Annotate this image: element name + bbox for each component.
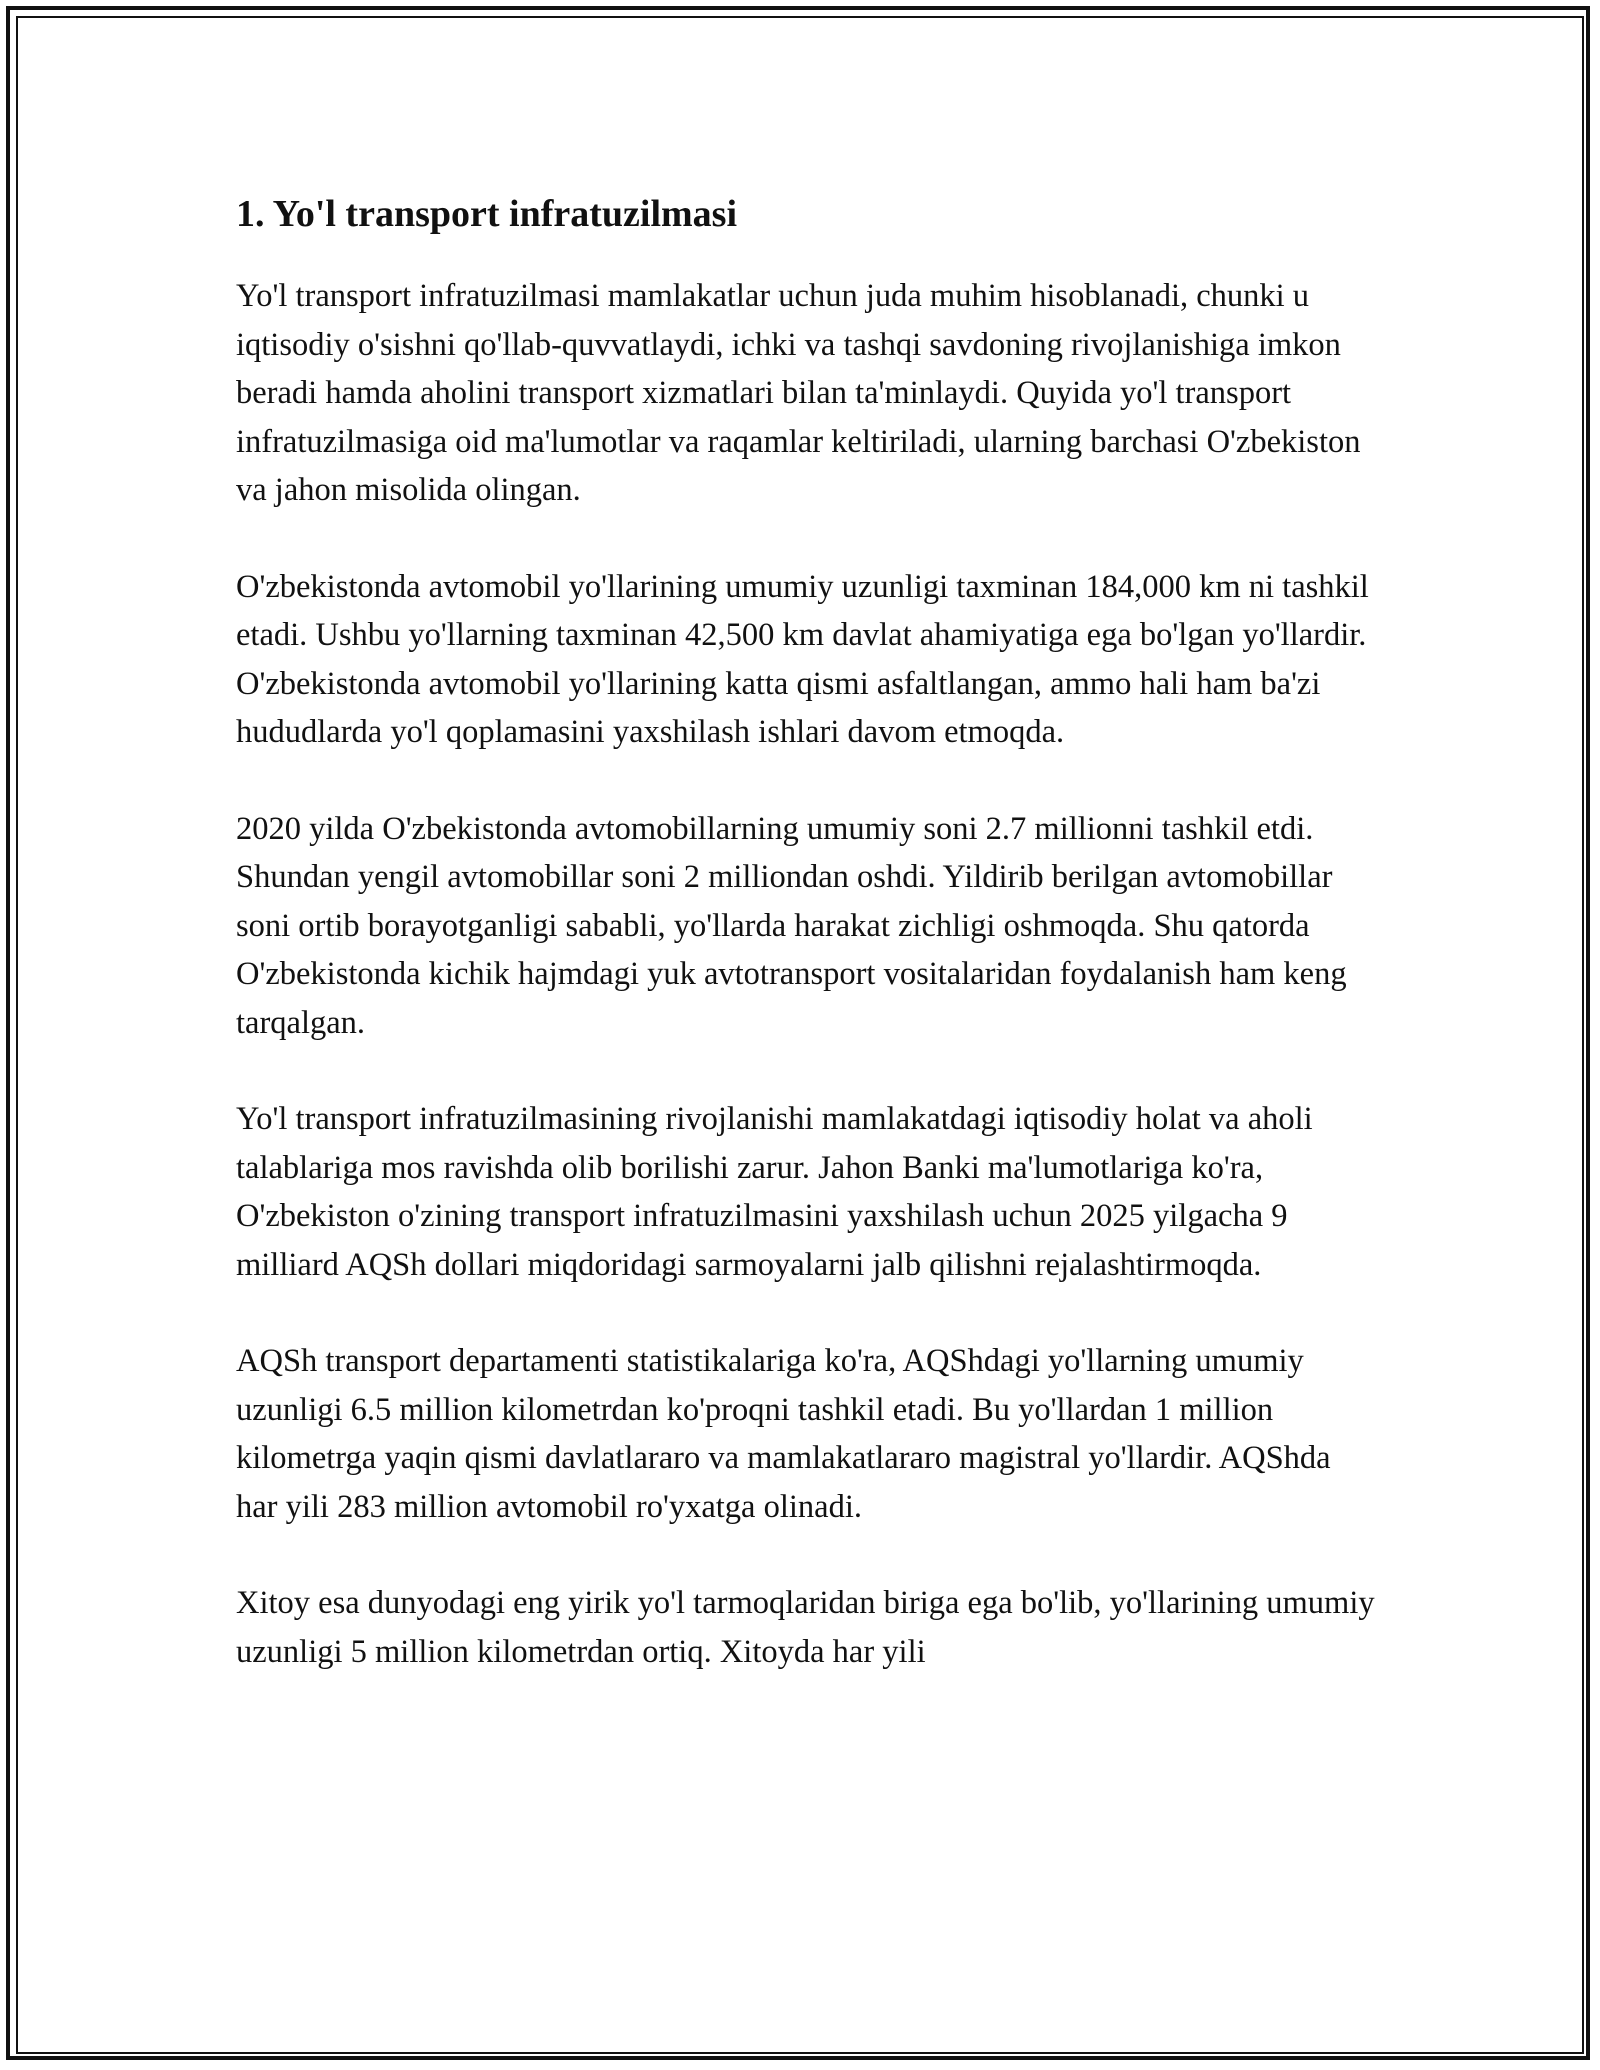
paragraph-usa-roads: AQSh transport departamenti statistikalariga ko'ra, AQShdagi yo'llarning umumiy uzunligi 6.5 million kilometrdan ko'proqni tashkil etadi. Bu yo'llardan 1 million kilometrga yaqin qismi davlatlararo va mamlakatlararo magistral yo'llardir. AQShda har yili 283 million avtomobil ro'yxatga olinadi. <box>236 1343 1331 1525</box>
paragraph-intro: Yo'l transport infratuzilmasi mamlakatlar uchun juda muhim hisoblanadi, chunki u iqtisodiy o'sishni qo'llab-quvvatlaydi, ichki va tashqi savdoning rivojlanishiga imkon beradi hamda aholini transport xizmatlari bilan ta'minlaydi. Quyida yo'l transport infratuzilmasiga oid ma'lumotlar va raqamlar keltiriladi, ularning barchasi O'zbekiston va jahon misolida olingan. <box>236 278 1361 508</box>
section-heading: 1. Yo'l transport infratuzilmasi <box>236 193 738 235</box>
paragraph-uzbekistan-roads: O'zbekistonda avtomobil yo'llarining umumiy uzunligi taxminan 184,000 km ni tashkil etadi. Ushbu yo'llarning taxminan 42,500 km davlat ahamiyatiga ega bo'lgan yo'llardir. O'zbekistonda avtomobil yo'llarining katta qismi asfaltlangan, ammo hali ham ba'zi hududlarda yo'l qoplamasini yaxshilash ishlari davom etmoqda. <box>236 568 1369 750</box>
paragraph-investment: Yo'l transport infratuzilmasining rivojlanishi mamlakatdagi iqtisodiy holat va aholi talablariga mos ravishda olib borilishi zarur. Jahon Banki ma'lumotlariga ko'ra, O'zbekiston o'zining transport infratuzilmasini yaxshilash uchun 2025 yilgacha 9 milliard AQSh dollari miqdoridagi sarmoyalarni jalb qilishni rejalashtirmoqda. <box>236 1101 1313 1283</box>
document-body <box>236 186 1376 1724</box>
paragraph-uzbekistan-vehicles: 2020 yilda O'zbekistonda avtomobillarning umumiy soni 2.7 millionni tashkil etdi. Shundan yengil avtomobillar soni 2 milliondan oshdi. Yildirib berilgan avtomobillar soni ortib borayotganligi sababli, yo'llarda harakat zichligi oshmoqda. Shu qatorda O'zbekistonda kichik hajmdagi yuk avtotransport vositalaridan foydalanish ham keng tarqalgan. <box>236 810 1347 1041</box>
paragraph-china-roads: Xitoy esa dunyodagi eng yirik yo'l tarmoqlaridan biriga ega bo'lib, yo'llarining umumiy uzunligi 5 million kilometrdan ortiq. Xitoyda har yili <box>236 1585 1375 1670</box>
